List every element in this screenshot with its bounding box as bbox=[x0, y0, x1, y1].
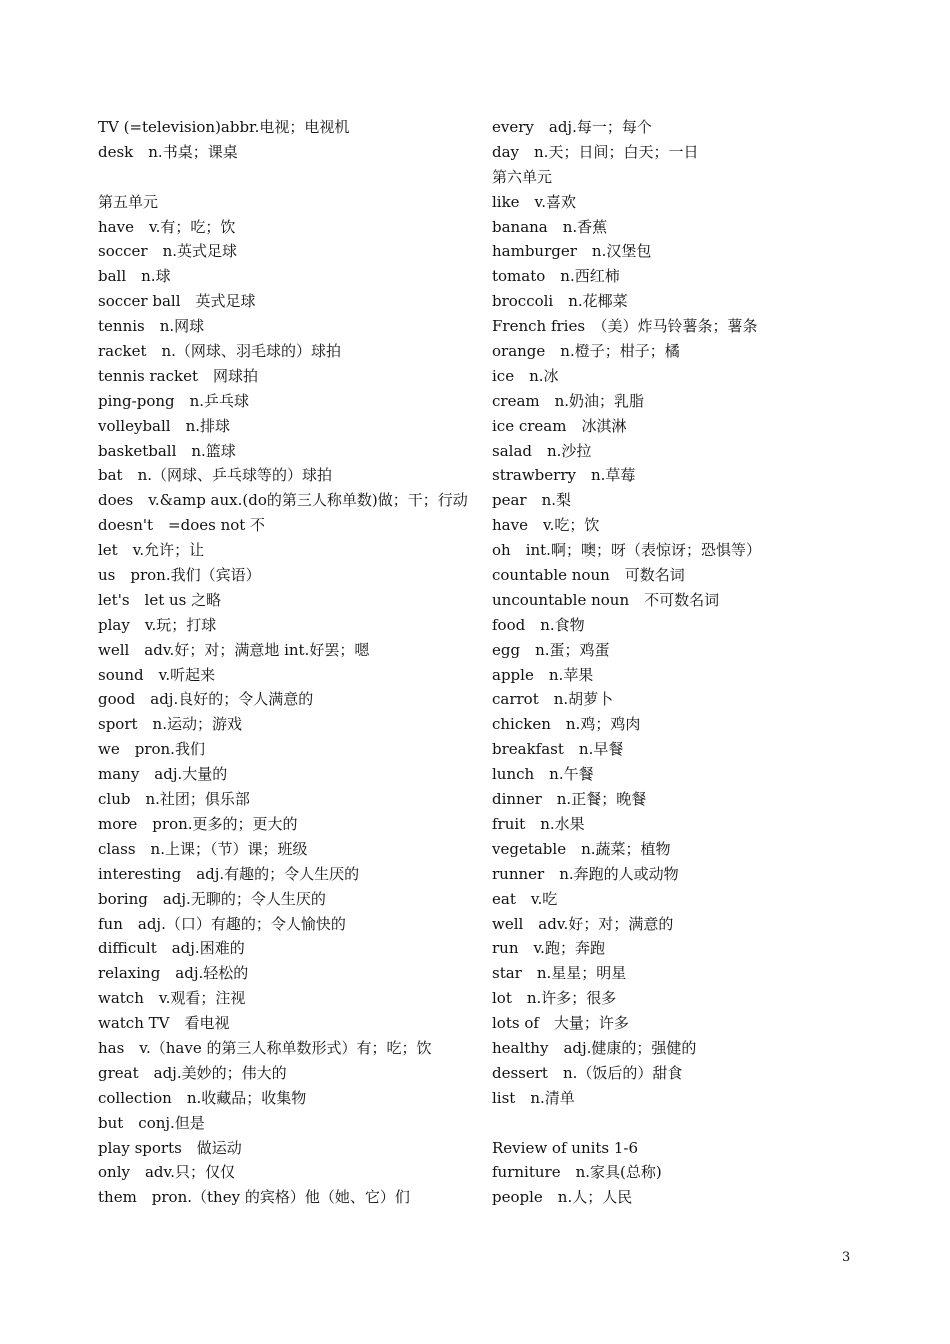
vocabulary-entry: fruit n.水果 bbox=[492, 814, 585, 833]
vocabulary-entry: difficult adj.困难的 bbox=[98, 939, 245, 958]
vocabulary-entry: runner n.奔跑的人或动物 bbox=[492, 864, 679, 883]
vocabulary-entry: soccer n.英式足球 bbox=[98, 242, 238, 261]
vocabulary-entry: tennis racket 网球拍 bbox=[98, 366, 258, 385]
vocabulary-entry: many adj.大量的 bbox=[98, 765, 228, 784]
vocabulary-entry: have v.吃；饮 bbox=[492, 516, 600, 535]
vocabulary-entry: class n.上课；（节）课；班级 bbox=[98, 839, 308, 858]
vocabulary-entry: apple n.苹果 bbox=[492, 665, 594, 684]
vocabulary-entry: good adj.良好的；令人满意的 bbox=[98, 690, 314, 709]
vocabulary-entry: oh int.啊；噢；呀（表惊讶；恐惧等） bbox=[492, 541, 761, 560]
vocabulary-entry: collection n.收藏品；收集物 bbox=[98, 1088, 307, 1107]
vocabulary-entry: chicken n.鸡；鸡肉 bbox=[492, 715, 641, 734]
vocabulary-entry: French fries （美）炸马铃薯条；薯条 bbox=[492, 317, 758, 336]
vocabulary-entry: people n.人；人民 bbox=[492, 1188, 633, 1207]
vocabulary-entry: volleyball n.排球 bbox=[98, 416, 231, 435]
vocabulary-entry: carrot n.胡萝卜 bbox=[492, 690, 614, 709]
vocabulary-entry: breakfast n.早餐 bbox=[492, 740, 624, 759]
vocabulary-entry: basketball n.篮球 bbox=[98, 441, 236, 460]
vocabulary-entry: star n.星星；明星 bbox=[492, 964, 627, 983]
vocabulary-entry: great adj.美妙的；伟大的 bbox=[98, 1063, 287, 1082]
left-vocabulary-column bbox=[98, 115, 478, 1210]
vocabulary-entry: Review of units 1-6 bbox=[492, 1138, 639, 1157]
vocabulary-entry: but conj.但是 bbox=[98, 1113, 205, 1132]
vocabulary-entry: uncountable noun 不可数名词 bbox=[492, 590, 720, 609]
vocabulary-entry: watch TV 看电视 bbox=[98, 1014, 230, 1033]
vocabulary-entry: healthy adj.健康的；强健的 bbox=[492, 1038, 697, 1057]
vocabulary-entry: TV (=television)abbr.电视；电视机 bbox=[98, 118, 350, 136]
vocabulary-entry: dinner n.正餐；晚餐 bbox=[492, 790, 647, 809]
right-vocabulary-column bbox=[492, 115, 872, 1210]
vocabulary-entry: tomato n.西红柿 bbox=[492, 267, 620, 286]
vocabulary-entry: broccoli n.花椰菜 bbox=[492, 292, 628, 311]
vocabulary-entry: them pron.（they 的宾格）他（她、它）们 bbox=[98, 1188, 410, 1207]
vocabulary-entry: ping-pong n.乒乓球 bbox=[98, 391, 250, 410]
vocabulary-entry: doesn't =does not 不 bbox=[98, 516, 266, 535]
vocabulary-entry: ice n.冰 bbox=[492, 366, 559, 385]
vocabulary-entry: pear n.梨 bbox=[492, 491, 572, 510]
vocabulary-entry: play v.玩；打球 bbox=[98, 615, 217, 634]
vocabulary-entry: us pron.我们（宾语） bbox=[98, 566, 261, 585]
vocabulary-entry: list n.清单 bbox=[492, 1088, 575, 1107]
vocabulary-entry: have v.有；吃；饮 bbox=[98, 217, 236, 236]
vocabulary-entry: only adv.只；仅仅 bbox=[98, 1163, 235, 1182]
vocabulary-entry: cream n.奶油；乳脂 bbox=[492, 391, 645, 410]
vocabulary-entry: eat v.吃 bbox=[492, 889, 558, 908]
vocabulary-entry: hamburger n.汉堡包 bbox=[492, 242, 652, 261]
vocabulary-entry: countable noun 可数名词 bbox=[492, 566, 685, 585]
vocabulary-entry: we pron.我们 bbox=[98, 740, 205, 759]
vocabulary-entry: let v.允许；让 bbox=[98, 541, 205, 560]
vocabulary-entry: soccer ball 英式足球 bbox=[98, 292, 256, 311]
vocabulary-entry: food n.食物 bbox=[492, 615, 585, 634]
vocabulary-entry: banana n.香蕉 bbox=[492, 217, 608, 236]
blank-line bbox=[98, 165, 478, 190]
vocabulary-entry: boring adj.无聊的；令人生厌的 bbox=[98, 889, 326, 908]
blank-line bbox=[492, 1111, 872, 1136]
page-number: 3 bbox=[842, 1250, 851, 1265]
vocabulary-entry: club n.社团；俱乐部 bbox=[98, 790, 250, 809]
vocabulary-entry: egg n.蛋；鸡蛋 bbox=[492, 640, 610, 659]
vocabulary-entry: lots of 大量；许多 bbox=[492, 1014, 629, 1033]
vocabulary-entry: 第六单元 bbox=[492, 167, 553, 186]
vocabulary-entry: sound v.听起来 bbox=[98, 665, 216, 684]
vocabulary-entry: interesting adj.有趣的；令人生厌的 bbox=[98, 864, 360, 883]
vocabulary-entry: fun adj.（口）有趣的；令人愉快的 bbox=[98, 914, 346, 933]
vocabulary-entry: sport n.运动；游戏 bbox=[98, 715, 242, 734]
vocabulary-entry: let's let us 之略 bbox=[98, 590, 222, 609]
vocabulary-entry: day n.天；日间；白天；一日 bbox=[492, 142, 699, 161]
vocabulary-entry: salad n.沙拉 bbox=[492, 441, 592, 460]
vocabulary-entry: furniture n.家具(总称) bbox=[492, 1163, 662, 1182]
vocabulary-entry: desk n.书桌；课桌 bbox=[98, 142, 238, 161]
vocabulary-entry: play sports 做运动 bbox=[98, 1138, 242, 1157]
vocabulary-entry: tennis n.网球 bbox=[98, 317, 205, 336]
vocabulary-entry: lot n.许多；很多 bbox=[492, 989, 617, 1008]
vocabulary-entry: strawberry n.草莓 bbox=[492, 466, 636, 485]
vocabulary-entry: vegetable n.蔬菜；植物 bbox=[492, 839, 671, 858]
vocabulary-entry: lunch n.午餐 bbox=[492, 765, 594, 784]
vocabulary-entry: racket n.（网球、羽毛球的）球拍 bbox=[98, 342, 341, 361]
vocabulary-entry: orange n.橙子；柑子；橘 bbox=[492, 342, 680, 361]
vocabulary-entry: does v.&amp aux.(do的第三人称单数)做；干；行动 bbox=[98, 491, 468, 510]
vocabulary-entry: relaxing adj.轻松的 bbox=[98, 964, 249, 983]
vocabulary-entry: bat n.（网球、乒乓球等的）球拍 bbox=[98, 466, 333, 485]
vocabulary-entry: more pron.更多的；更大的 bbox=[98, 814, 298, 833]
vocabulary-entry: like v.喜欢 bbox=[492, 192, 577, 211]
vocabulary-entry: has v.（have 的第三人称单数形式）有；吃；饮 bbox=[98, 1038, 432, 1057]
vocabulary-entry: run v.跑；奔跑 bbox=[492, 939, 605, 958]
vocabulary-entry: ice cream 冰淇淋 bbox=[492, 416, 627, 435]
vocabulary-entry: well adv.好；对；满意地 int.好罢；嗯 bbox=[98, 640, 370, 659]
vocabulary-entry: watch v.观看；注视 bbox=[98, 989, 246, 1008]
vocabulary-entry: every adj.每一；每个 bbox=[492, 118, 652, 136]
vocabulary-entry: 第五单元 bbox=[98, 192, 159, 211]
vocabulary-entry: dessert n.（饭后的）甜食 bbox=[492, 1063, 683, 1082]
vocabulary-entry: ball n.球 bbox=[98, 267, 171, 286]
vocabulary-entry: well adv.好；对；满意的 bbox=[492, 914, 674, 933]
